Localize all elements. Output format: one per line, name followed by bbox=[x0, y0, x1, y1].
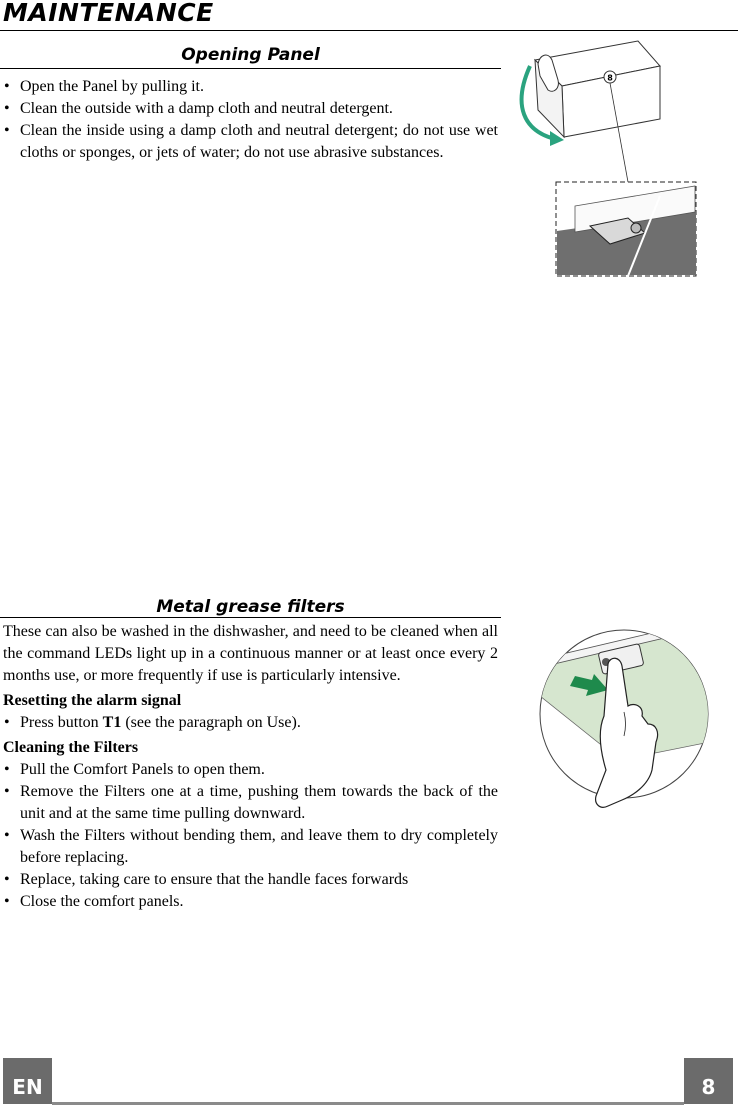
button-code: T1 bbox=[102, 714, 122, 731]
list-item bbox=[3, 712, 498, 734]
opening-panel-text bbox=[3, 76, 498, 164]
callout-label: 8 bbox=[607, 73, 613, 83]
page-number: 8 bbox=[684, 1058, 733, 1104]
grease-filters-intro: These can also be washed in the dishwasher, and need to be cleaned when all the command LEDs light up in a continuous manner or at least once every 2 months use, or more frequently if use is particularly intensive. bbox=[3, 623, 498, 684]
detail-screw bbox=[631, 223, 641, 233]
grease-filters-text bbox=[3, 621, 498, 913]
list-item: • Remove the Filters one at a time, pushing them towards the back of the unit and at the same time pulling downward. bbox=[3, 781, 498, 825]
grease-filters-heading: Metal grease filters bbox=[156, 597, 345, 617]
list-item: • Open the Panel by pulling it. bbox=[3, 76, 498, 98]
reset-text-post: (see the paragraph on Use). bbox=[121, 714, 301, 731]
cleaning-heading: Cleaning the Filters bbox=[3, 739, 139, 756]
cleaning-list bbox=[3, 759, 498, 913]
list-item: • Pull the Comfort Panels to open them. bbox=[3, 759, 498, 781]
opening-panel-divider bbox=[0, 68, 501, 69]
filter-removal-figure bbox=[520, 620, 720, 816]
list-item: • Clean the inside using a damp cloth and neutral detergent; do not use wet cloths or sponges, or jets of water; do not use abrasive substances. bbox=[3, 120, 498, 164]
reset-heading: Resetting the alarm signal bbox=[3, 692, 182, 709]
grease-filters-divider bbox=[0, 617, 501, 618]
title-divider bbox=[0, 30, 738, 31]
list-item: • Wash the Filters without bending them, and leave them to dry completely before replacing. bbox=[3, 825, 498, 869]
footer-divider bbox=[52, 1102, 684, 1105]
language-badge: EN bbox=[3, 1058, 52, 1104]
opening-panel-figure bbox=[510, 36, 702, 280]
reset-list bbox=[3, 712, 498, 734]
opening-panel-heading: Opening Panel bbox=[181, 45, 320, 65]
list-item: • Close the comfort panels. bbox=[3, 891, 498, 913]
list-item: • Replace, taking care to ensure that the handle faces forwards bbox=[3, 869, 498, 891]
page-title: MAINTENANCE bbox=[3, 0, 214, 27]
reset-text-pre: Press button bbox=[20, 714, 103, 731]
list-item: • Clean the outside with a damp cloth and neutral detergent. bbox=[3, 98, 498, 120]
opening-panel-list bbox=[3, 76, 498, 164]
